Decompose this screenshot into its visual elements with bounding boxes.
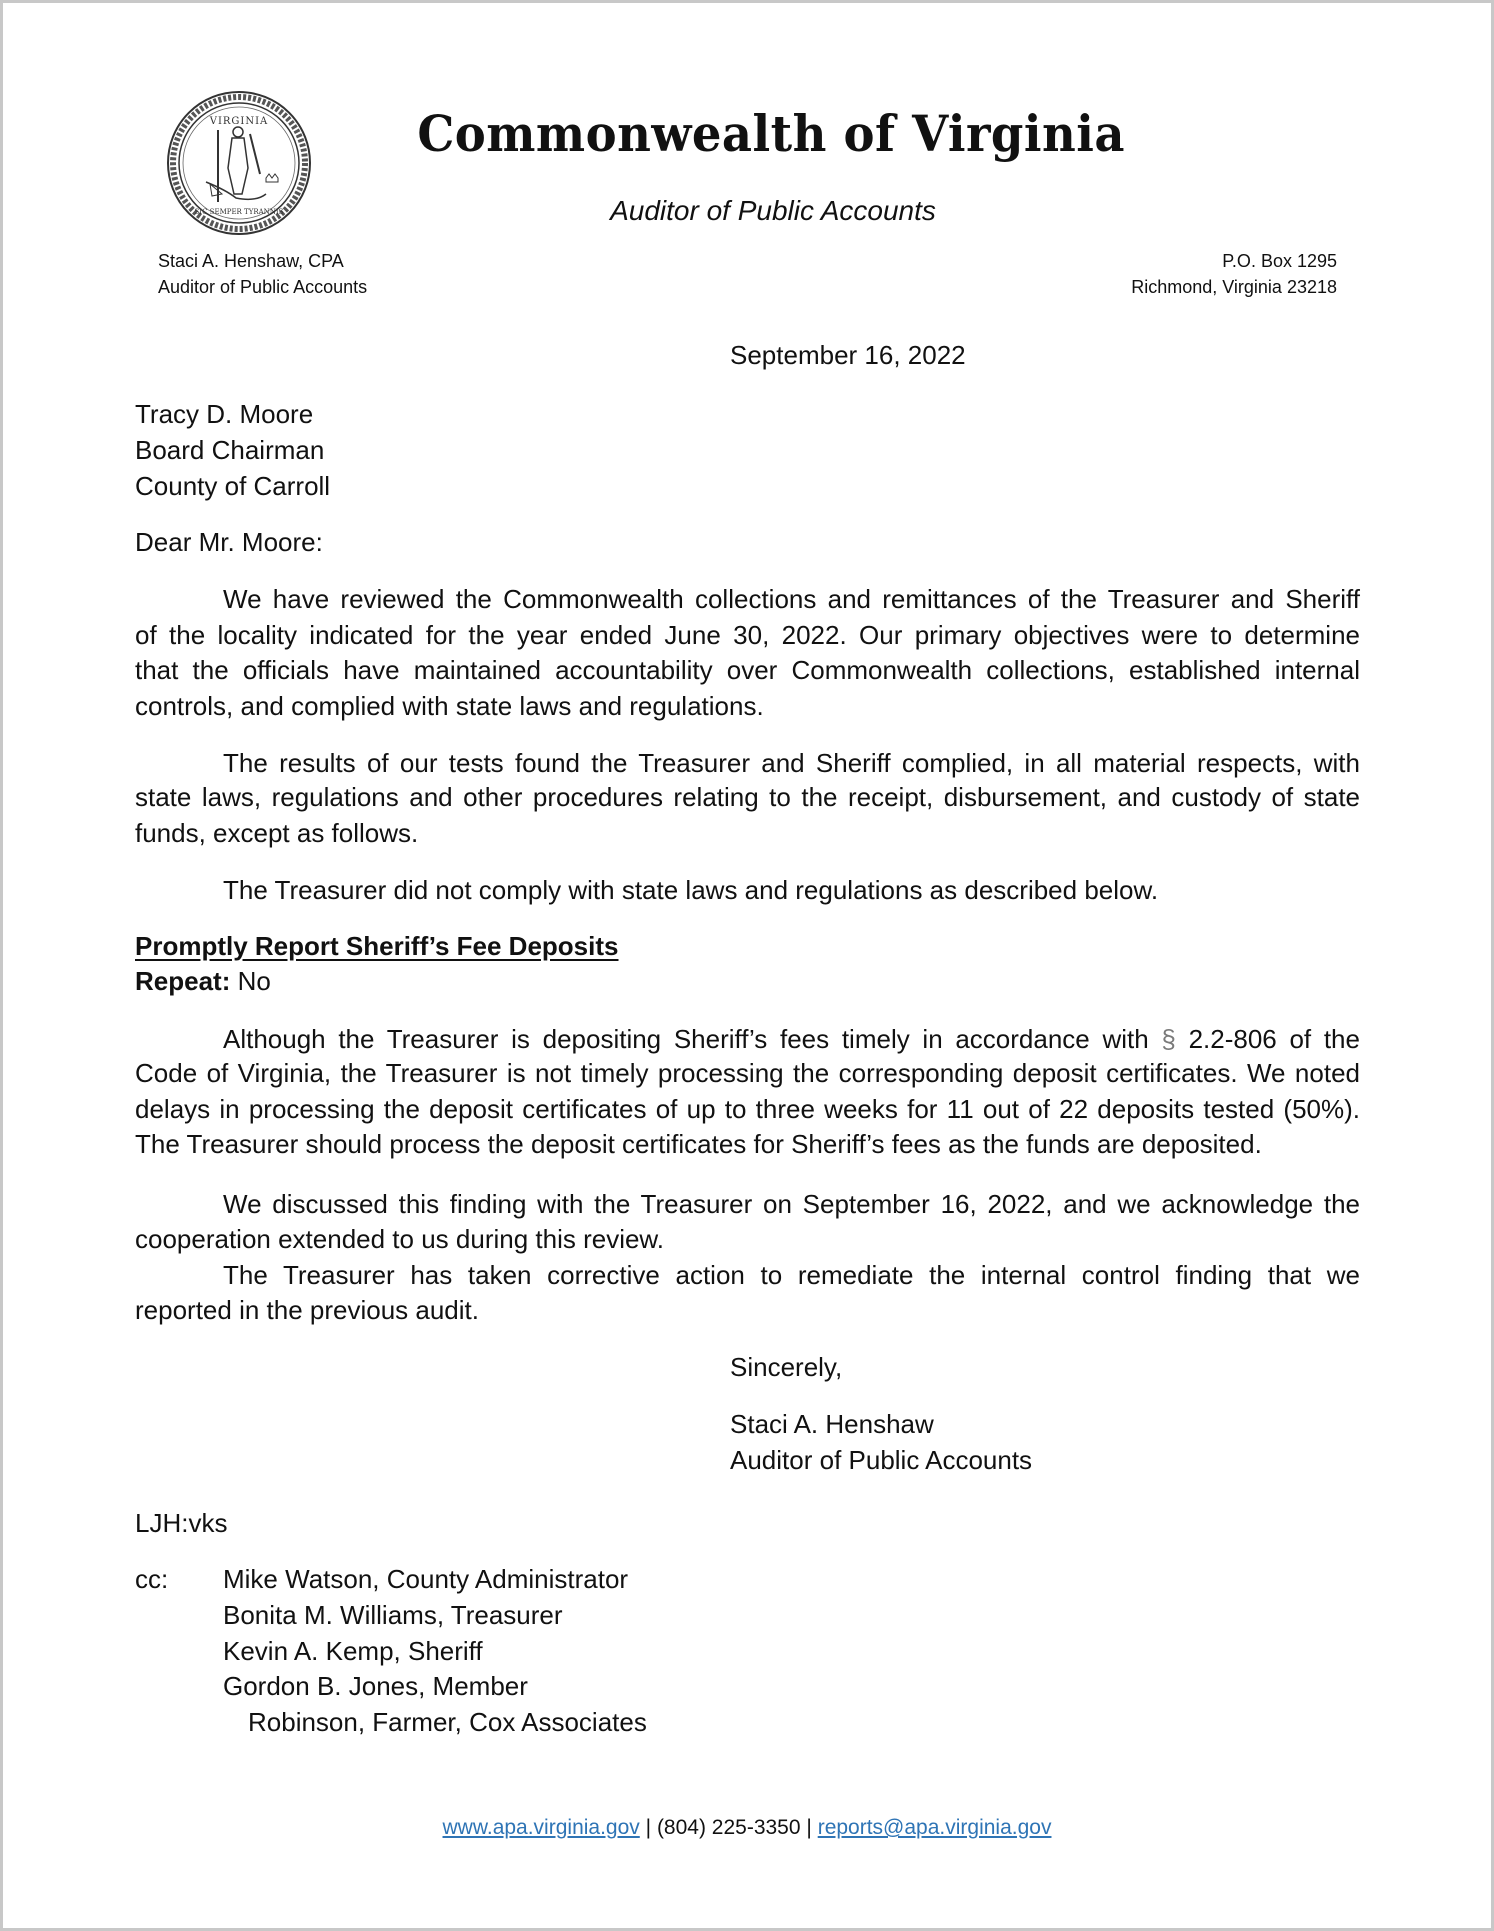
recipient-org: County of Carroll bbox=[135, 471, 331, 501]
paragraph-2-line: state laws, regulations and other procedures relating to the receipt, disbursement, and custody of state bbox=[135, 782, 1360, 812]
letter-date: September 16, 2022 bbox=[730, 340, 966, 370]
letterhead-title: Commonwealth of Virginia bbox=[417, 104, 1126, 163]
website-link[interactable]: www.apa.virginia.gov bbox=[442, 1816, 640, 1839]
paragraph-5-line: reported in the previous audit. bbox=[135, 1295, 479, 1325]
paragraph-4-line bbox=[135, 1022, 1360, 1058]
auditor-role: Auditor of Public Accounts bbox=[158, 277, 368, 297]
letterhead-address-block bbox=[1131, 248, 1337, 300]
paragraph-4-line: The Treasurer should process the deposit certificates for Sheriff’s fees as the funds are deposited. bbox=[135, 1129, 1262, 1159]
paragraph-2-line: funds, except as follows. bbox=[135, 818, 419, 848]
svg-text:SIC SEMPER TYRANNIS: SIC SEMPER TYRANNIS bbox=[194, 208, 284, 216]
cc-recipient: Kevin A. Kemp, Sheriff bbox=[223, 1636, 483, 1666]
paragraph-1-line: We have reviewed the Commonwealth collections and remittances of the Treasurer and Sheriff bbox=[223, 584, 1360, 614]
city-state-zip: Richmond, Virginia 23218 bbox=[1131, 277, 1337, 297]
p4-line1-pre: Although the Treasurer is depositing Sheriff’s fees timely in accordance with bbox=[223, 1024, 1149, 1054]
repeat-label: Repeat: bbox=[135, 966, 231, 996]
valediction: Sincerely, bbox=[730, 1352, 843, 1382]
paragraph-1-line: controls, and complied with state laws and regulations. bbox=[135, 691, 764, 721]
paragraph-3-line: The Treasurer did not comply with state laws and regulations as described below. bbox=[223, 875, 1159, 905]
typist-initials: LJH:vks bbox=[135, 1508, 228, 1538]
po-box: P.O. Box 1295 bbox=[1222, 251, 1337, 271]
paragraph-4-line: delays in processing the deposit certificates of up to three weeks for 11 out of 22 deposits tested (50%). bbox=[135, 1094, 1360, 1124]
repeat-value: No bbox=[237, 966, 271, 996]
paragraph-2-line: The results of our tests found the Treasurer and Sheriff complied, in all material respects, with bbox=[223, 748, 1360, 778]
auditor-name: Staci A. Henshaw, CPA bbox=[158, 251, 344, 271]
letterhead-subtitle: Auditor of Public Accounts bbox=[610, 195, 936, 226]
paragraph-4-line: Code of Virginia, the Treasurer is not timely processing the corresponding deposit certificates. We noted bbox=[135, 1058, 1360, 1088]
footer-separator: | bbox=[806, 1816, 812, 1839]
letterhead-left-block bbox=[158, 248, 367, 300]
section-symbol: § bbox=[1161, 1024, 1176, 1054]
paragraph-5-line: The Treasurer has taken corrective action to remediate the internal control finding that we bbox=[223, 1260, 1360, 1290]
phone-number: (804) 225-3350 bbox=[656, 1816, 801, 1839]
email-link[interactable]: reports@apa.virginia.gov bbox=[817, 1816, 1052, 1839]
footer-contact bbox=[0, 1814, 1494, 1842]
recipient-title: Board Chairman bbox=[135, 435, 325, 465]
cc-label: cc: bbox=[135, 1564, 169, 1594]
paragraph-1-line: of the locality indicated for the year ended June 30, 2022. Our primary objectives were to determine bbox=[135, 620, 1360, 650]
cc-recipient: Gordon B. Jones, Member bbox=[223, 1671, 528, 1701]
signer-name: Staci A. Henshaw bbox=[730, 1409, 934, 1439]
salutation: Dear Mr. Moore: bbox=[135, 527, 323, 557]
cc-recipient: Bonita M. Williams, Treasurer bbox=[223, 1600, 563, 1630]
svg-text:VIRGINIA: VIRGINIA bbox=[209, 116, 269, 127]
paragraph-5-line: We discussed this finding with the Treasurer on September 16, 2022, and we acknowledge the bbox=[223, 1189, 1360, 1219]
paragraph-5-line: cooperation extended to us during this review. bbox=[135, 1224, 665, 1254]
paragraph-1-line: that the officials have maintained accountability over Commonwealth collections, established internal bbox=[135, 655, 1360, 685]
p4-line1-post: 2.2-806 of the bbox=[1188, 1024, 1360, 1054]
repeat-status bbox=[135, 964, 271, 1000]
footer-separator: | bbox=[645, 1816, 652, 1839]
finding-heading: Promptly Report Sheriff’s Fee Deposits bbox=[135, 931, 619, 961]
cc-recipient: Mike Watson, County Administrator bbox=[223, 1564, 629, 1594]
signer-title: Auditor of Public Accounts bbox=[730, 1445, 1033, 1475]
cc-recipient: Robinson, Farmer, Cox Associates bbox=[248, 1707, 647, 1737]
recipient-name: Tracy D. Moore bbox=[135, 399, 314, 429]
